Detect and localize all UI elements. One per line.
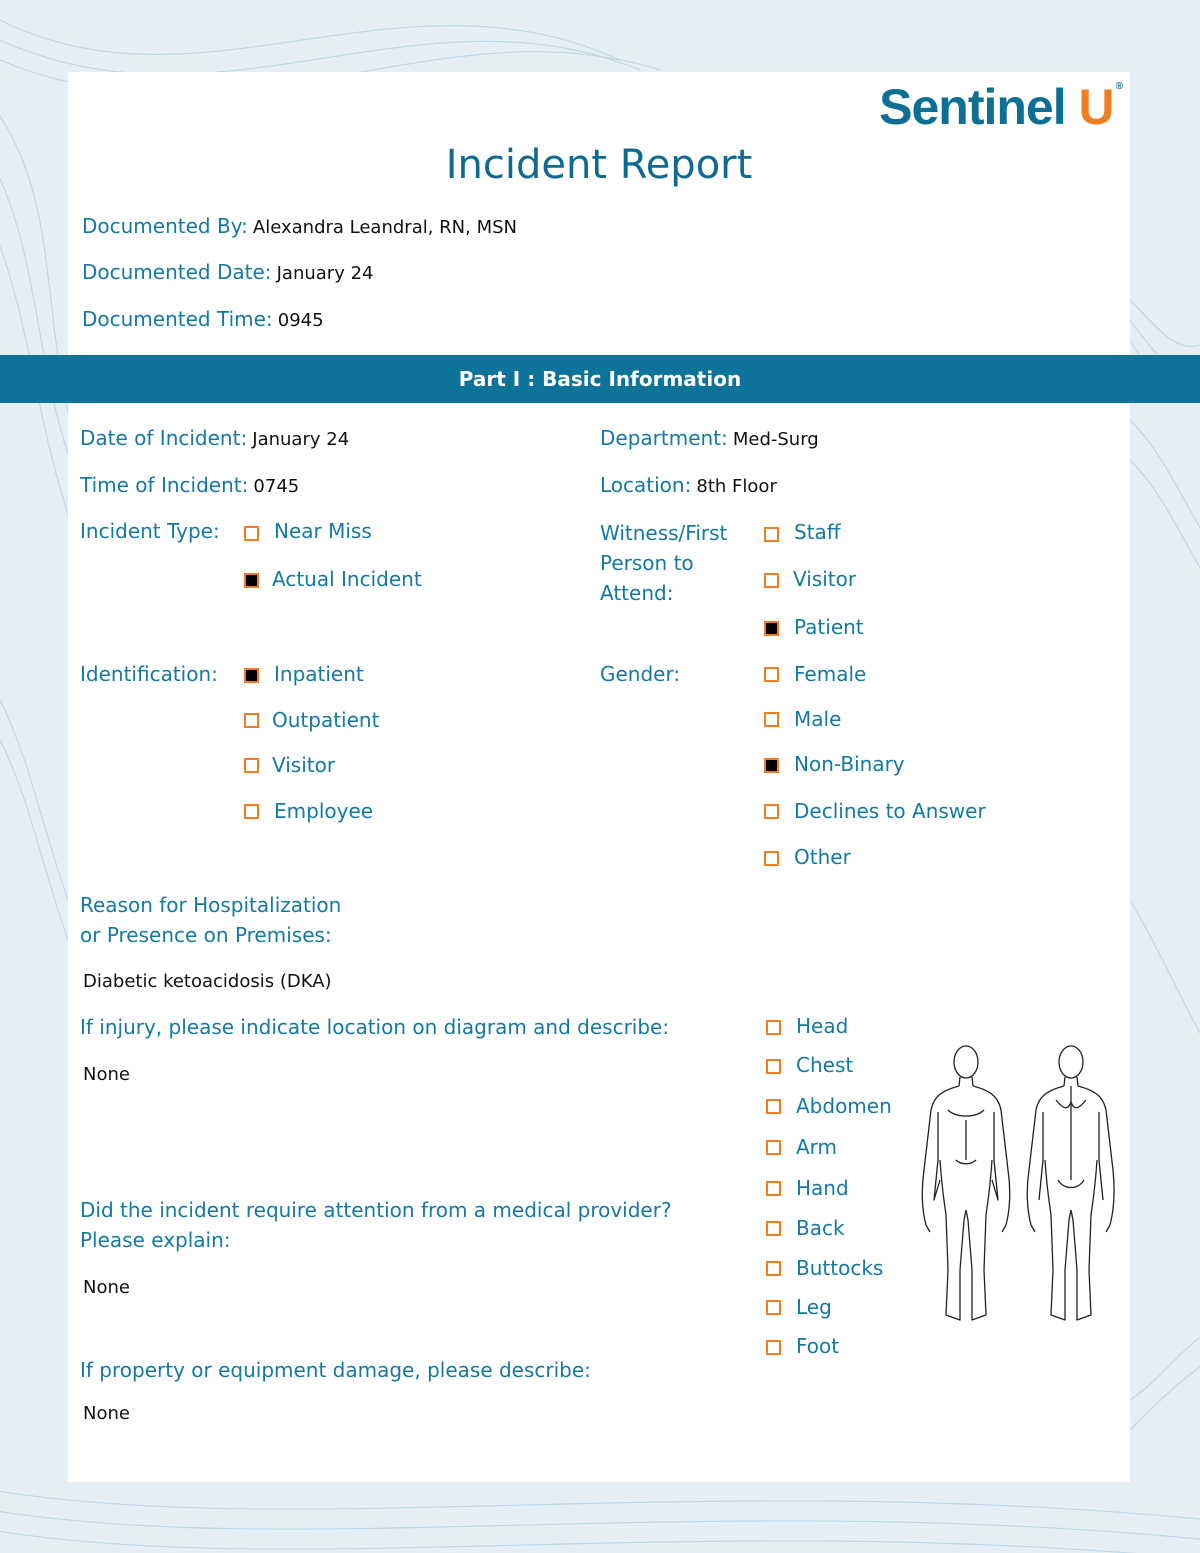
- checkbox-non-binary[interactable]: [764, 758, 779, 773]
- checkbox-witness-visitor[interactable]: [764, 573, 779, 588]
- checkbox-id-visitor[interactable]: [244, 758, 259, 773]
- option-buttocks-label: Buttocks: [796, 1256, 884, 1280]
- checkbox-female[interactable]: [764, 667, 779, 682]
- reason-value: Diabetic ketoacidosis (DKA): [83, 971, 332, 992]
- documented-time-label: Documented Time:: [82, 307, 273, 331]
- documented-date-value: January 24: [276, 263, 374, 284]
- option-non-binary-label: Non-Binary: [794, 752, 905, 776]
- checkbox-leg[interactable]: [766, 1300, 781, 1315]
- body-back-figure: [1027, 1046, 1114, 1320]
- injury-value: None: [83, 1064, 130, 1085]
- option-declines-to-answer-label: Declines to Answer: [794, 799, 986, 823]
- documented-date-row: [82, 260, 373, 284]
- date-of-incident-row: [80, 426, 349, 450]
- option-witness-patient-label: Patient: [794, 615, 864, 639]
- logo-registered-mark: ®: [1115, 81, 1122, 92]
- option-arm-label: Arm: [796, 1135, 838, 1159]
- date-of-incident-label: Date of Incident:: [80, 426, 248, 450]
- documented-time-value: 0945: [277, 310, 324, 331]
- option-chest-label: Chest: [796, 1053, 854, 1077]
- reason-label-line2: or Presence on Premises:: [80, 923, 332, 947]
- option-back-label: Back: [796, 1216, 845, 1240]
- property-label: If property or equipment damage, please describe:: [80, 1358, 591, 1382]
- documented-by-value: Alexandra Leandral, RN, MSN: [252, 217, 518, 238]
- attention-label-line2: Please explain:: [80, 1228, 231, 1252]
- checkbox-witness-staff[interactable]: [764, 527, 779, 542]
- option-outpatient-label: Outpatient: [272, 708, 380, 732]
- location-row: [600, 473, 777, 497]
- option-abdomen-label: Abdomen: [796, 1094, 892, 1118]
- option-witness-visitor-label: Visitor: [793, 567, 857, 591]
- checkbox-outpatient[interactable]: [244, 713, 259, 728]
- time-of-incident-label: Time of Incident:: [80, 473, 249, 497]
- option-leg-label: Leg: [796, 1295, 832, 1319]
- witness-label-line3: Attend:: [600, 581, 674, 605]
- checkbox-hand[interactable]: [766, 1181, 781, 1196]
- date-of-incident-value: January 24: [252, 429, 350, 450]
- option-head-label: Head: [796, 1014, 849, 1038]
- option-near-miss-label: Near Miss: [274, 519, 372, 543]
- attention-value: None: [83, 1277, 130, 1298]
- checkbox-inpatient[interactable]: [244, 668, 259, 683]
- time-of-incident-value: 0745: [253, 476, 300, 497]
- body-front-figure: [922, 1046, 1009, 1320]
- option-foot-label: Foot: [796, 1334, 840, 1358]
- documented-date-label: Documented Date:: [82, 260, 272, 284]
- checkbox-buttocks[interactable]: [766, 1261, 781, 1276]
- documented-time-row: [82, 307, 324, 331]
- logo-text: Sentinel: [879, 79, 1066, 135]
- incident-type-label: Incident Type:: [80, 519, 220, 543]
- location-label: Location:: [600, 473, 692, 497]
- checkbox-foot[interactable]: [766, 1340, 781, 1355]
- checkbox-employee[interactable]: [244, 804, 259, 819]
- checkbox-arm[interactable]: [766, 1140, 781, 1155]
- body-diagram: [916, 1040, 1116, 1330]
- department-row: [600, 426, 819, 450]
- reason-label-line1: Reason for Hospitalization: [80, 893, 342, 917]
- option-employee-label: Employee: [274, 799, 374, 823]
- injury-label: If injury, please indicate location on diagram and describe:: [80, 1015, 670, 1039]
- checkbox-other[interactable]: [764, 851, 779, 866]
- option-female-label: Female: [794, 662, 867, 686]
- option-other-label: Other: [794, 845, 851, 869]
- department-value: Med-Surg: [732, 429, 819, 450]
- witness-label-line2: Person to: [600, 551, 694, 575]
- checkbox-chest[interactable]: [766, 1059, 781, 1074]
- documented-by-label: Documented By:: [82, 214, 248, 238]
- checkbox-near-miss[interactable]: [244, 526, 259, 541]
- time-of-incident-row: [80, 473, 299, 497]
- documented-by-row: [82, 214, 517, 238]
- checkbox-actual-incident[interactable]: [244, 573, 259, 588]
- identification-label: Identification:: [80, 662, 218, 686]
- location-value: 8th Floor: [696, 476, 777, 497]
- checkbox-back[interactable]: [766, 1221, 781, 1236]
- sentinel-u-logo: [879, 79, 1122, 135]
- option-inpatient-label: Inpatient: [274, 662, 364, 686]
- attention-label-line1: Did the incident require attention from a medical provider?: [80, 1198, 672, 1222]
- checkbox-witness-patient[interactable]: [764, 621, 779, 636]
- option-id-visitor-label: Visitor: [272, 753, 336, 777]
- witness-label-line1: Witness/First: [600, 521, 728, 545]
- page-title: Incident Report: [445, 142, 753, 188]
- option-witness-staff-label: Staff: [794, 520, 841, 544]
- checkbox-declines-to-answer[interactable]: [764, 804, 779, 819]
- property-value: None: [83, 1403, 130, 1424]
- checkbox-head[interactable]: [766, 1020, 781, 1035]
- section-banner-part1: Part I : Basic Information: [0, 355, 1200, 403]
- checkbox-male[interactable]: [764, 712, 779, 727]
- option-hand-label: Hand: [796, 1176, 849, 1200]
- checkbox-abdomen[interactable]: [766, 1099, 781, 1114]
- gender-label: Gender:: [600, 662, 681, 686]
- department-label: Department:: [600, 426, 728, 450]
- option-actual-incident-label: Actual Incident: [272, 567, 422, 591]
- option-male-label: Male: [794, 707, 842, 731]
- logo-u: U: [1078, 79, 1114, 135]
